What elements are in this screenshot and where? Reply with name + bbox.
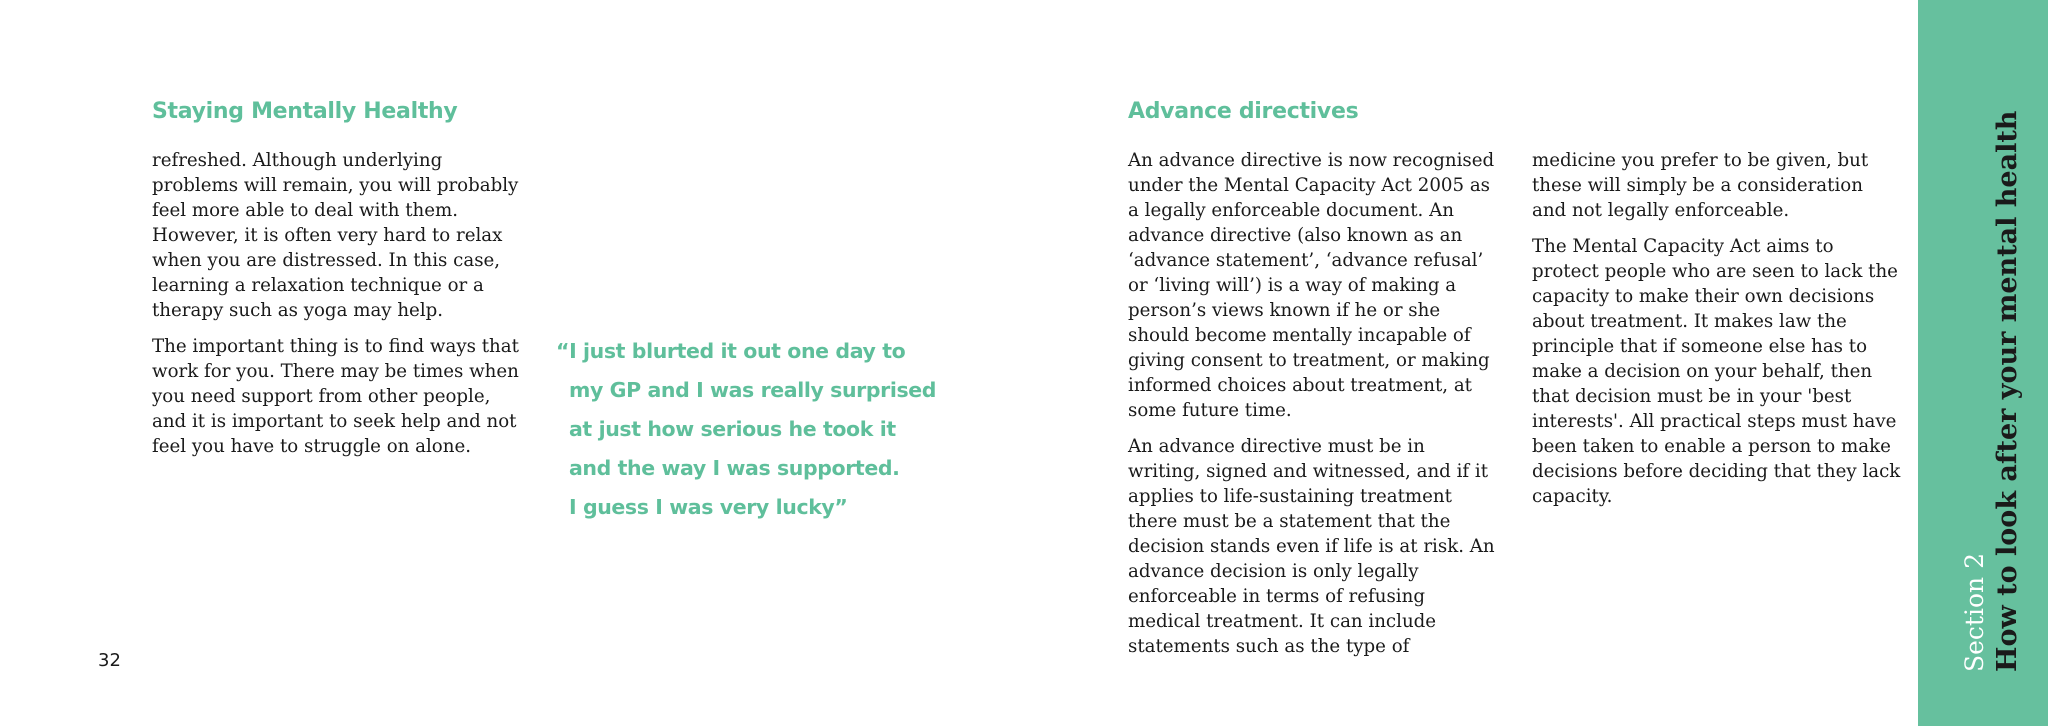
left-page-body	[152, 148, 522, 470]
right-col1-paragraph-2: An advance directive must be in writing, signed and witnessed, and if it applies to life-sustaining treatment there must be a statement that the decision stands even if life is at risk. An advance decision is only legally enforceable in terms of refusing medical treatment. It can include statements such as the type of	[1128, 436, 1495, 657]
section-label: Section 2	[1960, 553, 1989, 672]
left-paragraph-2: The important thing is to find ways that work for you. There may be times when you need support from other people, and it is important to seek help and not feel you have to struggle on alone.	[152, 336, 519, 457]
page-number: 32	[98, 650, 121, 671]
right-page-column-1	[1128, 148, 1500, 670]
right-col2-paragraph-1: medicine you prefer to be given, but these will simply be a consideration and not legally enforceable.	[1532, 150, 1869, 221]
pull-quote-line-1: “I just blurted it out one day to	[556, 339, 906, 363]
pull-quote	[556, 332, 936, 527]
right-col2-paragraph-2: The Mental Capacity Act aims to protect people who are seen to lack the capacity to make their own decisions about treatment. It makes law the principle that if someone else has to make a decision on your behalf, then that decision must be in your 'best interests'. All practical steps must have been taken to enable a person to make decisions before deciding that they lack capacity.	[1532, 236, 1901, 507]
right-col1-paragraph-1: An advance directive is now recognised under the Mental Capacity Act 2005 as a legally enforceable document. An advance directive (also known as an ‘advance statement’, ‘advance refusal’ or ‘living will’) is a way of making a person’s views known if he or she should become mentally incapable of giving consent to treatment, or making informed choices about treatment, at some future time.	[1128, 150, 1495, 421]
section-title: How to look after your mental health	[1992, 110, 2023, 672]
pull-quote-line-3: at just how serious he took it	[569, 417, 896, 441]
section-side-tab	[1918, 0, 2048, 726]
left-paragraph-1: refreshed. Although underlying problems will remain, you will probably feel more able to deal with them. However, it is often very hard to relax when you are distressed. In this case, learning a relaxation technique or a therapy such as yoga may help.	[152, 150, 519, 321]
right-page-column-2	[1532, 148, 1902, 520]
pull-quote-line-2: my GP and I was really surprised	[569, 378, 937, 402]
pull-quote-line-4: and the way I was supported.	[569, 456, 900, 480]
pull-quote-line-5: I guess I was very lucky”	[569, 495, 848, 519]
right-page-heading: Advance directives	[1128, 99, 1359, 124]
left-page-heading: Staying Mentally Healthy	[152, 99, 458, 124]
